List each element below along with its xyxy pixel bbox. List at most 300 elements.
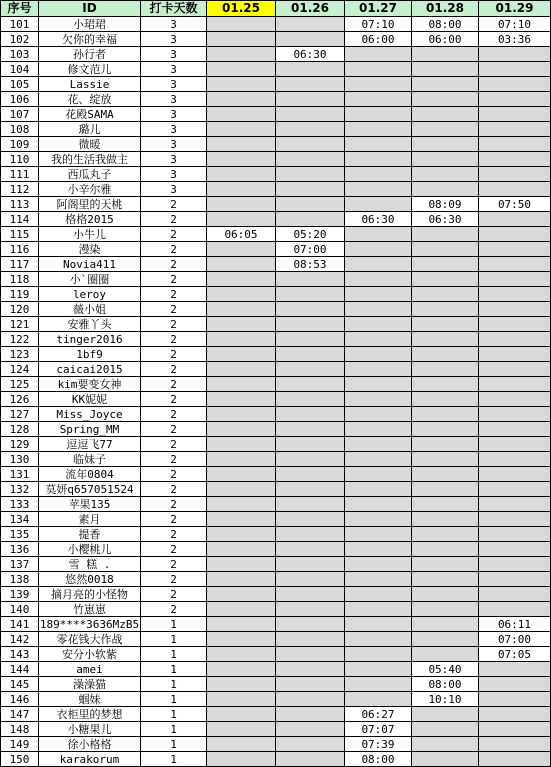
id-cell[interactable]: 摘月亮的小怪物 — [39, 587, 141, 602]
time-cell[interactable] — [207, 752, 276, 767]
time-cell[interactable] — [207, 197, 276, 212]
time-cell[interactable]: 06:27 — [345, 707, 412, 722]
id-cell[interactable]: 微暖 — [39, 137, 141, 152]
days-cell[interactable]: 1 — [141, 752, 207, 767]
time-cell[interactable] — [207, 512, 276, 527]
time-cell[interactable] — [207, 302, 276, 317]
time-cell[interactable] — [207, 62, 276, 77]
seq-cell[interactable]: 118 — [1, 272, 39, 287]
time-cell[interactable] — [276, 17, 345, 32]
time-cell[interactable] — [479, 92, 551, 107]
time-cell[interactable] — [412, 632, 479, 647]
days-cell[interactable]: 2 — [141, 212, 207, 227]
time-cell[interactable] — [479, 662, 551, 677]
seq-cell[interactable]: 148 — [1, 722, 39, 737]
seq-cell[interactable]: 135 — [1, 527, 39, 542]
time-cell[interactable] — [207, 737, 276, 752]
time-cell[interactable] — [412, 92, 479, 107]
time-cell[interactable] — [345, 62, 412, 77]
time-cell[interactable] — [345, 437, 412, 452]
time-cell[interactable] — [479, 737, 551, 752]
time-cell[interactable] — [479, 287, 551, 302]
time-cell[interactable] — [345, 587, 412, 602]
time-cell[interactable] — [207, 482, 276, 497]
time-cell[interactable] — [479, 137, 551, 152]
time-cell[interactable] — [479, 677, 551, 692]
time-cell[interactable]: 06:11 — [479, 617, 551, 632]
time-cell[interactable] — [412, 737, 479, 752]
time-cell[interactable] — [207, 662, 276, 677]
time-cell[interactable] — [345, 347, 412, 362]
time-cell[interactable] — [276, 617, 345, 632]
days-cell[interactable]: 1 — [141, 707, 207, 722]
time-cell[interactable] — [345, 137, 412, 152]
seq-cell[interactable]: 108 — [1, 122, 39, 137]
time-cell[interactable] — [479, 362, 551, 377]
time-cell[interactable] — [345, 572, 412, 587]
days-cell[interactable]: 3 — [141, 107, 207, 122]
id-cell[interactable]: 安雅丫头 — [39, 317, 141, 332]
id-cell[interactable]: 格格2015 — [39, 212, 141, 227]
time-cell[interactable]: 07:05 — [479, 647, 551, 662]
time-cell[interactable]: 08:00 — [345, 752, 412, 767]
seq-cell[interactable]: 124 — [1, 362, 39, 377]
time-cell[interactable] — [207, 557, 276, 572]
time-cell[interactable] — [207, 242, 276, 257]
time-cell[interactable] — [276, 212, 345, 227]
seq-cell[interactable]: 145 — [1, 677, 39, 692]
time-cell[interactable] — [345, 107, 412, 122]
time-cell[interactable] — [345, 407, 412, 422]
header-id[interactable]: ID — [39, 1, 141, 17]
time-cell[interactable] — [345, 122, 412, 137]
time-cell[interactable] — [276, 272, 345, 287]
id-cell[interactable]: Lassie — [39, 77, 141, 92]
time-cell[interactable] — [412, 437, 479, 452]
seq-cell[interactable]: 104 — [1, 62, 39, 77]
days-cell[interactable]: 1 — [141, 632, 207, 647]
time-cell[interactable] — [345, 167, 412, 182]
time-cell[interactable] — [207, 47, 276, 62]
time-cell[interactable] — [345, 677, 412, 692]
time-cell[interactable] — [345, 377, 412, 392]
seq-cell[interactable]: 129 — [1, 437, 39, 452]
days-cell[interactable]: 3 — [141, 167, 207, 182]
time-cell[interactable] — [345, 362, 412, 377]
time-cell[interactable] — [412, 572, 479, 587]
days-cell[interactable]: 3 — [141, 182, 207, 197]
id-cell[interactable]: 素月 — [39, 512, 141, 527]
id-cell[interactable]: 安分小软紫 — [39, 647, 141, 662]
time-cell[interactable] — [412, 122, 479, 137]
time-cell[interactable] — [276, 647, 345, 662]
time-cell[interactable] — [276, 317, 345, 332]
id-cell[interactable]: 薇小姐 — [39, 302, 141, 317]
time-cell[interactable] — [207, 32, 276, 47]
time-cell[interactable] — [412, 542, 479, 557]
time-cell[interactable] — [207, 692, 276, 707]
seq-cell[interactable]: 105 — [1, 77, 39, 92]
time-cell[interactable] — [412, 602, 479, 617]
time-cell[interactable]: 05:20 — [276, 227, 345, 242]
id-cell[interactable]: 徐小格格 — [39, 737, 141, 752]
time-cell[interactable] — [412, 287, 479, 302]
days-cell[interactable]: 2 — [141, 482, 207, 497]
time-cell[interactable] — [479, 47, 551, 62]
time-cell[interactable] — [479, 527, 551, 542]
time-cell[interactable] — [412, 497, 479, 512]
days-cell[interactable]: 3 — [141, 92, 207, 107]
time-cell[interactable] — [207, 647, 276, 662]
time-cell[interactable] — [479, 182, 551, 197]
time-cell[interactable] — [412, 527, 479, 542]
id-cell[interactable]: 流年0804 — [39, 467, 141, 482]
days-cell[interactable]: 1 — [141, 722, 207, 737]
time-cell[interactable] — [207, 572, 276, 587]
seq-cell[interactable]: 122 — [1, 332, 39, 347]
days-cell[interactable]: 2 — [141, 497, 207, 512]
header-date-0128[interactable]: 01.28 — [412, 1, 479, 17]
time-cell[interactable] — [412, 647, 479, 662]
time-cell[interactable] — [207, 212, 276, 227]
time-cell[interactable] — [207, 347, 276, 362]
time-cell[interactable] — [276, 512, 345, 527]
days-cell[interactable]: 3 — [141, 32, 207, 47]
time-cell[interactable] — [479, 572, 551, 587]
time-cell[interactable] — [412, 272, 479, 287]
days-cell[interactable]: 2 — [141, 287, 207, 302]
seq-cell[interactable]: 132 — [1, 482, 39, 497]
time-cell[interactable] — [207, 332, 276, 347]
time-cell[interactable] — [479, 332, 551, 347]
time-cell[interactable] — [412, 227, 479, 242]
time-cell[interactable] — [345, 92, 412, 107]
days-cell[interactable]: 2 — [141, 407, 207, 422]
time-cell[interactable] — [479, 317, 551, 332]
time-cell[interactable] — [412, 257, 479, 272]
time-cell[interactable] — [412, 332, 479, 347]
seq-cell[interactable]: 103 — [1, 47, 39, 62]
time-cell[interactable] — [276, 197, 345, 212]
seq-cell[interactable]: 107 — [1, 107, 39, 122]
time-cell[interactable] — [479, 512, 551, 527]
days-cell[interactable]: 3 — [141, 47, 207, 62]
id-cell[interactable]: 修文范儿 — [39, 62, 141, 77]
seq-cell[interactable]: 149 — [1, 737, 39, 752]
time-cell[interactable] — [276, 557, 345, 572]
time-cell[interactable] — [207, 497, 276, 512]
time-cell[interactable] — [345, 182, 412, 197]
time-cell[interactable] — [207, 257, 276, 272]
seq-cell[interactable]: 137 — [1, 557, 39, 572]
time-cell[interactable] — [412, 182, 479, 197]
days-cell[interactable]: 3 — [141, 122, 207, 137]
time-cell[interactable] — [207, 527, 276, 542]
seq-cell[interactable]: 130 — [1, 452, 39, 467]
id-cell[interactable]: 花、绽放 — [39, 92, 141, 107]
id-cell[interactable]: 小辛尔雅 — [39, 182, 141, 197]
id-cell[interactable]: 孙行者 — [39, 47, 141, 62]
time-cell[interactable] — [412, 317, 479, 332]
seq-cell[interactable]: 138 — [1, 572, 39, 587]
time-cell[interactable] — [345, 482, 412, 497]
seq-cell[interactable]: 119 — [1, 287, 39, 302]
time-cell[interactable] — [345, 197, 412, 212]
seq-cell[interactable]: 144 — [1, 662, 39, 677]
time-cell[interactable] — [412, 467, 479, 482]
time-cell[interactable] — [276, 752, 345, 767]
seq-cell[interactable]: 140 — [1, 602, 39, 617]
days-cell[interactable]: 2 — [141, 527, 207, 542]
days-cell[interactable]: 1 — [141, 737, 207, 752]
time-cell[interactable] — [276, 32, 345, 47]
time-cell[interactable] — [345, 272, 412, 287]
time-cell[interactable] — [207, 17, 276, 32]
seq-cell[interactable]: 143 — [1, 647, 39, 662]
seq-cell[interactable]: 116 — [1, 242, 39, 257]
time-cell[interactable] — [479, 392, 551, 407]
id-cell[interactable]: 我的生活我做主 — [39, 152, 141, 167]
time-cell[interactable] — [276, 347, 345, 362]
time-cell[interactable] — [276, 122, 345, 137]
id-cell[interactable]: karakorum — [39, 752, 141, 767]
time-cell[interactable]: 06:30 — [412, 212, 479, 227]
id-cell[interactable]: 小`圈圈 — [39, 272, 141, 287]
time-cell[interactable] — [479, 212, 551, 227]
id-cell[interactable]: 莫妍q657051524 — [39, 482, 141, 497]
days-cell[interactable]: 2 — [141, 392, 207, 407]
time-cell[interactable]: 07:50 — [479, 197, 551, 212]
time-cell[interactable] — [276, 467, 345, 482]
time-cell[interactable] — [479, 452, 551, 467]
seq-cell[interactable]: 101 — [1, 17, 39, 32]
time-cell[interactable] — [479, 122, 551, 137]
seq-cell[interactable]: 146 — [1, 692, 39, 707]
header-date-0126[interactable]: 01.26 — [276, 1, 345, 17]
time-cell[interactable] — [276, 497, 345, 512]
id-cell[interactable]: 西瓜丸子 — [39, 167, 141, 182]
time-cell[interactable] — [345, 452, 412, 467]
id-cell[interactable]: 雪 糕 . — [39, 557, 141, 572]
time-cell[interactable] — [479, 62, 551, 77]
seq-cell[interactable]: 109 — [1, 137, 39, 152]
seq-cell[interactable]: 141 — [1, 617, 39, 632]
seq-cell[interactable]: 121 — [1, 317, 39, 332]
time-cell[interactable]: 07:00 — [479, 632, 551, 647]
seq-cell[interactable]: 120 — [1, 302, 39, 317]
time-cell[interactable] — [345, 242, 412, 257]
time-cell[interactable] — [276, 437, 345, 452]
time-cell[interactable] — [479, 377, 551, 392]
time-cell[interactable] — [207, 602, 276, 617]
time-cell[interactable] — [412, 302, 479, 317]
days-cell[interactable]: 1 — [141, 662, 207, 677]
time-cell[interactable] — [412, 722, 479, 737]
time-cell[interactable] — [276, 527, 345, 542]
seq-cell[interactable]: 112 — [1, 182, 39, 197]
days-cell[interactable]: 3 — [141, 152, 207, 167]
time-cell[interactable] — [207, 377, 276, 392]
days-cell[interactable]: 2 — [141, 362, 207, 377]
time-cell[interactable] — [345, 662, 412, 677]
time-cell[interactable] — [345, 647, 412, 662]
header-days[interactable]: 打卡天数 — [141, 1, 207, 17]
time-cell[interactable]: 07:10 — [345, 17, 412, 32]
time-cell[interactable] — [207, 392, 276, 407]
seq-cell[interactable]: 113 — [1, 197, 39, 212]
time-cell[interactable] — [479, 587, 551, 602]
time-cell[interactable] — [276, 542, 345, 557]
time-cell[interactable] — [207, 92, 276, 107]
time-cell[interactable] — [276, 422, 345, 437]
time-cell[interactable] — [207, 272, 276, 287]
time-cell[interactable]: 06:00 — [412, 32, 479, 47]
time-cell[interactable] — [345, 527, 412, 542]
time-cell[interactable] — [479, 707, 551, 722]
days-cell[interactable]: 2 — [141, 587, 207, 602]
time-cell[interactable] — [276, 692, 345, 707]
time-cell[interactable]: 07:07 — [345, 722, 412, 737]
time-cell[interactable] — [276, 677, 345, 692]
days-cell[interactable]: 2 — [141, 347, 207, 362]
time-cell[interactable] — [412, 422, 479, 437]
days-cell[interactable]: 3 — [141, 62, 207, 77]
time-cell[interactable] — [276, 572, 345, 587]
time-cell[interactable] — [412, 62, 479, 77]
time-cell[interactable] — [412, 557, 479, 572]
seq-cell[interactable]: 131 — [1, 467, 39, 482]
time-cell[interactable] — [276, 137, 345, 152]
time-cell[interactable] — [345, 152, 412, 167]
days-cell[interactable]: 1 — [141, 677, 207, 692]
days-cell[interactable]: 2 — [141, 242, 207, 257]
time-cell[interactable] — [207, 632, 276, 647]
days-cell[interactable]: 2 — [141, 467, 207, 482]
time-cell[interactable] — [207, 107, 276, 122]
id-cell[interactable]: 蝈妹 — [39, 692, 141, 707]
time-cell[interactable] — [345, 617, 412, 632]
time-cell[interactable] — [479, 437, 551, 452]
time-cell[interactable] — [479, 692, 551, 707]
seq-cell[interactable]: 147 — [1, 707, 39, 722]
time-cell[interactable] — [412, 242, 479, 257]
days-cell[interactable]: 3 — [141, 17, 207, 32]
time-cell[interactable] — [276, 407, 345, 422]
time-cell[interactable] — [207, 452, 276, 467]
time-cell[interactable] — [412, 137, 479, 152]
time-cell[interactable] — [276, 722, 345, 737]
id-cell[interactable]: 小珺珺 — [39, 17, 141, 32]
time-cell[interactable] — [412, 407, 479, 422]
time-cell[interactable]: 10:10 — [412, 692, 479, 707]
time-cell[interactable] — [276, 377, 345, 392]
days-cell[interactable]: 2 — [141, 437, 207, 452]
days-cell[interactable]: 2 — [141, 557, 207, 572]
days-cell[interactable]: 2 — [141, 452, 207, 467]
time-cell[interactable] — [276, 167, 345, 182]
time-cell[interactable] — [412, 482, 479, 497]
time-cell[interactable] — [276, 362, 345, 377]
time-cell[interactable] — [479, 407, 551, 422]
id-cell[interactable]: 小牛儿 — [39, 227, 141, 242]
time-cell[interactable] — [412, 392, 479, 407]
seq-cell[interactable]: 136 — [1, 542, 39, 557]
days-cell[interactable]: 2 — [141, 302, 207, 317]
id-cell[interactable]: 小樱桃儿 — [39, 542, 141, 557]
time-cell[interactable] — [345, 77, 412, 92]
time-cell[interactable]: 08:00 — [412, 17, 479, 32]
time-cell[interactable] — [276, 662, 345, 677]
time-cell[interactable] — [479, 722, 551, 737]
time-cell[interactable] — [345, 512, 412, 527]
time-cell[interactable] — [345, 47, 412, 62]
time-cell[interactable] — [207, 407, 276, 422]
time-cell[interactable] — [207, 167, 276, 182]
time-cell[interactable] — [276, 452, 345, 467]
seq-cell[interactable]: 106 — [1, 92, 39, 107]
id-cell[interactable]: 1bf9 — [39, 347, 141, 362]
time-cell[interactable]: 03:36 — [479, 32, 551, 47]
days-cell[interactable]: 2 — [141, 572, 207, 587]
time-cell[interactable] — [479, 167, 551, 182]
days-cell[interactable]: 2 — [141, 257, 207, 272]
time-cell[interactable] — [207, 677, 276, 692]
time-cell[interactable] — [207, 77, 276, 92]
time-cell[interactable] — [412, 512, 479, 527]
time-cell[interactable] — [276, 392, 345, 407]
time-cell[interactable] — [207, 722, 276, 737]
days-cell[interactable]: 3 — [141, 137, 207, 152]
id-cell[interactable]: amei — [39, 662, 141, 677]
id-cell[interactable]: 竹崽崽 — [39, 602, 141, 617]
time-cell[interactable] — [276, 152, 345, 167]
days-cell[interactable]: 2 — [141, 602, 207, 617]
time-cell[interactable] — [412, 47, 479, 62]
seq-cell[interactable]: 128 — [1, 422, 39, 437]
id-cell[interactable]: KK妮妮 — [39, 392, 141, 407]
time-cell[interactable] — [479, 347, 551, 362]
id-cell[interactable]: 零花钱大作战 — [39, 632, 141, 647]
time-cell[interactable] — [345, 632, 412, 647]
time-cell[interactable]: 06:00 — [345, 32, 412, 47]
id-cell[interactable]: tinger2016 — [39, 332, 141, 347]
seq-cell[interactable]: 134 — [1, 512, 39, 527]
days-cell[interactable]: 1 — [141, 647, 207, 662]
days-cell[interactable]: 3 — [141, 77, 207, 92]
days-cell[interactable]: 1 — [141, 617, 207, 632]
time-cell[interactable]: 07:10 — [479, 17, 551, 32]
time-cell[interactable] — [412, 347, 479, 362]
id-cell[interactable]: 衣柜里的梦想 — [39, 707, 141, 722]
id-cell[interactable]: 悠然0018 — [39, 572, 141, 587]
time-cell[interactable]: 08:53 — [276, 257, 345, 272]
seq-cell[interactable]: 111 — [1, 167, 39, 182]
id-cell[interactable]: kim要变女神 — [39, 377, 141, 392]
seq-cell[interactable]: 126 — [1, 392, 39, 407]
time-cell[interactable] — [207, 617, 276, 632]
days-cell[interactable]: 2 — [141, 197, 207, 212]
time-cell[interactable] — [207, 287, 276, 302]
id-cell[interactable]: 提香 — [39, 527, 141, 542]
time-cell[interactable] — [412, 77, 479, 92]
seq-cell[interactable]: 127 — [1, 407, 39, 422]
time-cell[interactable] — [207, 707, 276, 722]
days-cell[interactable]: 2 — [141, 422, 207, 437]
time-cell[interactable] — [479, 257, 551, 272]
time-cell[interactable] — [345, 692, 412, 707]
time-cell[interactable] — [207, 467, 276, 482]
seq-cell[interactable]: 110 — [1, 152, 39, 167]
